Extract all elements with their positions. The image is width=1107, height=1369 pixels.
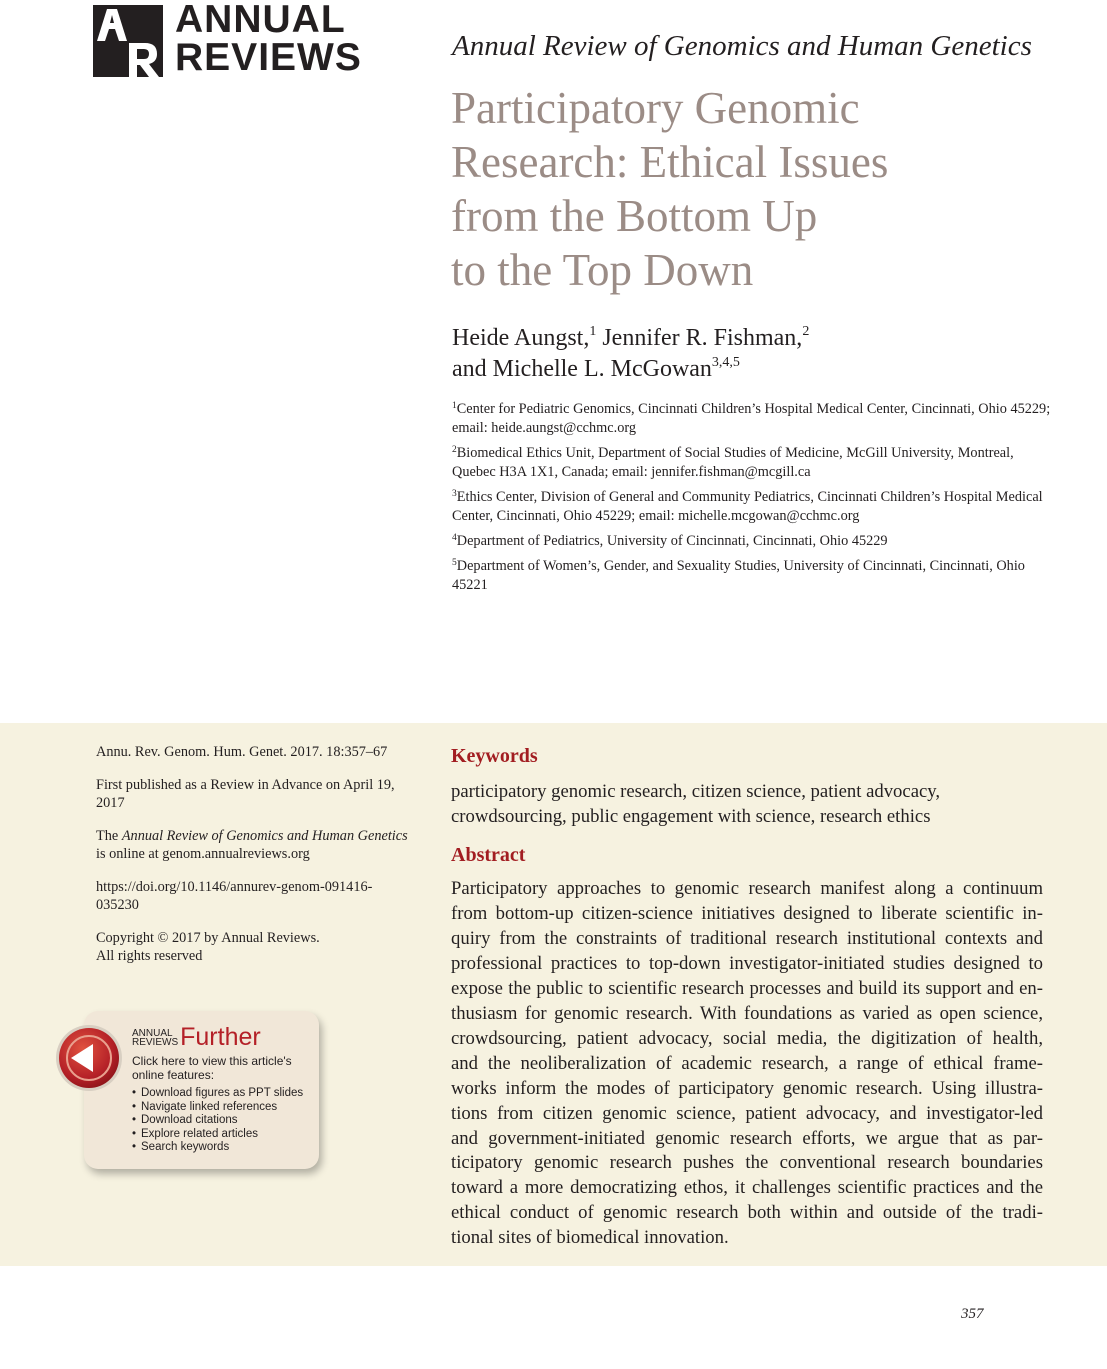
logo-word-annual: ANNUAL <box>175 0 346 41</box>
play-back-icon[interactable] <box>55 1024 123 1092</box>
online-info <box>96 827 414 864</box>
annual-reviews-logo <box>93 0 368 79</box>
page-number: 357 <box>961 1306 984 1322</box>
feature-item: • Download figures as PPT slides <box>141 1087 317 1101</box>
logo-word-reviews: REVIEWS <box>175 36 362 79</box>
title-line: Participatory Genomic <box>451 83 860 133</box>
affiliation-text: Biomedical Ethics Unit, Department of Social Studies of Medicine, McGill University, Montreal, Quebec H3A 1X1, Canada; email: jennifer.fishman@mcgill.ca <box>452 445 1014 480</box>
affiliation-text: Department of Pediatrics, University of Cincinnati, Cincinnati, Ohio 45229 <box>456 533 888 549</box>
click-rest-text: to view this article's online features: <box>132 1054 292 1082</box>
abstract-line: and the neoliberalization of academic research, a range of ethical frame- <box>451 1052 1043 1074</box>
author-name: and Michelle L. McGowan <box>452 356 712 382</box>
feature-item: • Search keywords <box>141 1141 317 1155</box>
affiliation-item <box>452 400 1052 438</box>
affiliation-number: 2 <box>452 445 457 455</box>
further-description <box>132 1054 317 1082</box>
copyright-text: Copyright © 2017 by Annual Reviews. <box>96 929 320 946</box>
citation: Annu. Rev. Genom. Hum. Genet. 2017. 18:357–67 <box>96 744 388 760</box>
author-name: Heide Aungst, <box>452 325 590 351</box>
abstract-line: and government-initiated genomic research efforts, we argue that as par- <box>451 1127 1043 1149</box>
abstract-line: ticipatory genomic research pushes the conventional research boundaries <box>451 1152 1043 1174</box>
further-title: Further <box>180 1023 261 1051</box>
keywords-heading: Keywords <box>451 745 538 767</box>
affiliation-number: 3 <box>452 489 457 499</box>
abstract-line: ethical conduct of genomic research both within and outside of the tradi- <box>451 1202 1043 1224</box>
first-published: First published as a Review in Advance on April 19, 2017 <box>96 776 395 811</box>
further-ar-line1: ANNUAL <box>132 1028 173 1039</box>
author-affil-sup: 2 <box>802 324 810 339</box>
affiliation-item <box>452 532 1052 551</box>
further-content <box>132 1025 317 1155</box>
abstract-line: expose the public to scientific research processes and build its support and en- <box>451 977 1043 999</box>
abstract-line: crowdsourcing, patient advocacy, social media, the digitization of health, <box>451 1027 1043 1049</box>
affiliation-item <box>452 488 1052 526</box>
author-list <box>452 323 1052 385</box>
affiliation-number: 4 <box>452 533 457 543</box>
abstract-line: tions from citizen genomic science, patient advocacy, and investigator-led <box>451 1102 1043 1124</box>
abstract-text <box>451 877 1043 1251</box>
abstract-line: toward a more democratizing ethos, it challenges scientific practices and the <box>451 1177 1043 1199</box>
further-ar-mark <box>132 1029 178 1047</box>
abstract-line: quiry from the constraints of traditional research institutional contexts and <box>451 927 1043 949</box>
affiliation-text: Ethics Center, Division of General and Community Pediatrics, Cincinnati Children’s Hospital Medical Center, Cincinnati, Ohio 45229; email: michelle.mcgowan@cchmc.org <box>452 489 1043 524</box>
abstract-line: from bottom-up citizen-science initiatives designed to liberate scientific in- <box>451 902 1043 924</box>
further-panel[interactable] <box>55 1011 325 1176</box>
abstract-heading: Abstract <box>451 844 526 866</box>
click-here-link[interactable]: Click here <box>132 1054 186 1068</box>
abstract-line: works inform the modes of participatory genomic research. Using illustra- <box>451 1077 1043 1099</box>
keywords-text: participatory genomic research, citizen science, patient advocacy, crowdsourcing, public engagement with science, research ethics <box>451 781 941 827</box>
feature-list <box>132 1087 317 1155</box>
author-affil-sup: 1 <box>589 324 597 339</box>
abstract-line: professional practices to top-down investigator-initiated studies designed to <box>451 952 1043 974</box>
logo-wordmark <box>175 1 362 77</box>
affiliation-item <box>452 444 1052 482</box>
affiliation-text: Center for Pediatric Genomics, Cincinnati Children’s Hospital Medical Center, Cincinnati, Ohio 45229; email: heide.aungst@cchmc.org <box>452 401 1051 436</box>
affiliations <box>452 400 1052 601</box>
further-ar-line2: REVIEWS <box>132 1037 179 1048</box>
ar-logo-mark <box>93 5 163 77</box>
abstract-line: thusiasm for genomic research. With foundations as varied as open science, <box>451 1002 1043 1024</box>
feature-item: • Explore related articles <box>141 1128 317 1142</box>
title-line: Research: Ethical Issues <box>451 137 889 187</box>
online-journal-name: Annual Review of Genomics and Human Genetics <box>121 827 408 844</box>
affiliation-text: Department of Women’s, Gender, and Sexuality Studies, University of Cincinnati, Cincinnati, Ohio 45221 <box>452 558 1025 593</box>
affiliation-number: 1 <box>452 401 457 411</box>
affiliation-item <box>452 557 1052 595</box>
title-line: to the Top Down <box>451 245 754 295</box>
feature-item: • Navigate linked references <box>141 1101 317 1115</box>
title-line: from the Bottom Up <box>451 191 818 241</box>
doi-link[interactable]: https://doi.org/10.1146/annurev-genom-091416-035230 <box>96 878 373 913</box>
rights-text: All rights reserved <box>96 948 203 964</box>
author-name: Jennifer R. Fishman, <box>596 325 803 351</box>
online-suffix[interactable]: is online at genom.annualreviews.org <box>96 846 310 862</box>
feature-item: • Download citations <box>141 1114 317 1128</box>
author-affil-sup: 3,4,5 <box>711 355 740 370</box>
copyright <box>96 929 414 966</box>
article-title <box>451 81 1011 297</box>
abstract-line: tional sites of biomedical innovation. <box>451 1227 729 1249</box>
affiliation-number: 5 <box>452 558 457 568</box>
online-prefix: The <box>96 827 122 844</box>
abstract-line: Participatory approaches to genomic research manifest along a continuum <box>451 878 1043 899</box>
journal-name: Annual Review of Genomics and Human Genetics <box>452 30 1032 62</box>
article-metadata <box>96 743 414 980</box>
